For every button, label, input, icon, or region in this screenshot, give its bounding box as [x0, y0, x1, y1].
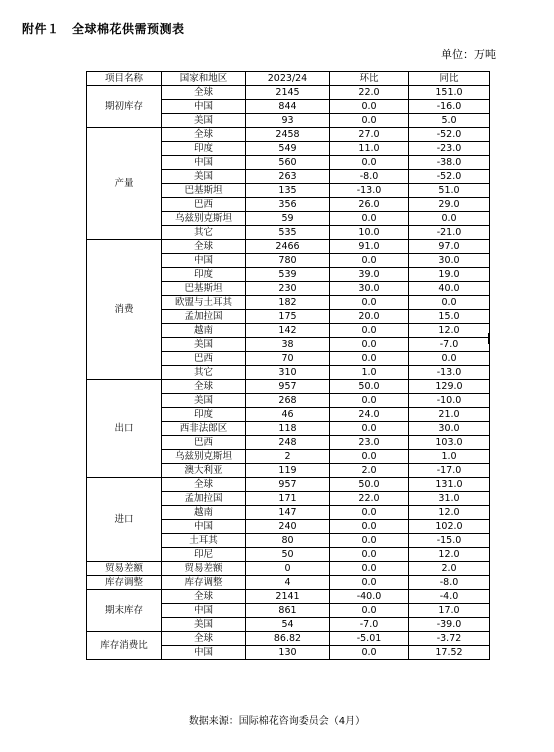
yoy-cell: -10.0 — [409, 394, 490, 408]
value-cell: 560 — [246, 156, 330, 170]
value-cell: 118 — [246, 422, 330, 436]
value-cell: 2466 — [246, 240, 330, 254]
mom-cell: 0.0 — [330, 562, 409, 576]
region-cell: 全球 — [162, 478, 246, 492]
header-region: 国家和地区 — [162, 72, 246, 86]
region-cell: 印尼 — [162, 548, 246, 562]
table-row — [87, 632, 490, 646]
mom-cell: 0.0 — [330, 212, 409, 226]
region-cell: 西非法郎区 — [162, 422, 246, 436]
category-cell: 出口 — [87, 380, 162, 478]
mom-cell: -7.0 — [330, 618, 409, 632]
mom-cell: 1.0 — [330, 366, 409, 380]
region-cell: 库存调整 — [162, 576, 246, 590]
value-cell: 0 — [246, 562, 330, 576]
mom-cell: 20.0 — [330, 310, 409, 324]
region-cell: 中国 — [162, 100, 246, 114]
header-yoy: 同比 — [409, 72, 490, 86]
category-cell: 贸易差额 — [87, 562, 162, 576]
value-cell: 268 — [246, 394, 330, 408]
region-cell: 越南 — [162, 506, 246, 520]
category-cell: 期末库存 — [87, 590, 162, 632]
value-cell: 957 — [246, 478, 330, 492]
yoy-cell: -39.0 — [409, 618, 490, 632]
table-row — [87, 478, 490, 492]
yoy-cell: -7.0 — [409, 338, 490, 352]
table-row — [87, 576, 490, 590]
value-cell: 147 — [246, 506, 330, 520]
yoy-cell: 151.0 — [409, 86, 490, 100]
value-cell: 38 — [246, 338, 330, 352]
table-row — [87, 380, 490, 394]
cotton-supply-demand-table — [86, 71, 490, 660]
mom-cell: 0.0 — [330, 296, 409, 310]
region-cell: 全球 — [162, 380, 246, 394]
yoy-cell: 1.0 — [409, 450, 490, 464]
mom-cell: 26.0 — [330, 198, 409, 212]
yoy-cell: -52.0 — [409, 128, 490, 142]
region-cell: 其它 — [162, 366, 246, 380]
value-cell: 54 — [246, 618, 330, 632]
region-cell: 全球 — [162, 632, 246, 646]
value-cell: 240 — [246, 520, 330, 534]
value-cell: 263 — [246, 170, 330, 184]
region-cell: 巴西 — [162, 198, 246, 212]
region-cell: 越南 — [162, 324, 246, 338]
yoy-cell: 129.0 — [409, 380, 490, 394]
value-cell: 844 — [246, 100, 330, 114]
mom-cell: 0.0 — [330, 394, 409, 408]
table-row — [87, 86, 490, 100]
value-cell: 86.82 — [246, 632, 330, 646]
region-cell: 其它 — [162, 226, 246, 240]
document-title: 附件１ 全球棉花供需预测表 — [22, 22, 185, 36]
table-header-row — [87, 72, 490, 86]
mom-cell: 0.0 — [330, 450, 409, 464]
category-cell: 库存消费比 — [87, 632, 162, 660]
yoy-cell: 97.0 — [409, 240, 490, 254]
yoy-cell: 2.0 — [409, 562, 490, 576]
mom-cell: 22.0 — [330, 492, 409, 506]
value-cell: 80 — [246, 534, 330, 548]
region-cell: 欧盟与土耳其 — [162, 296, 246, 310]
yoy-cell: 12.0 — [409, 324, 490, 338]
value-cell: 2141 — [246, 590, 330, 604]
table-row — [87, 128, 490, 142]
mom-cell: -5.01 — [330, 632, 409, 646]
region-cell: 贸易差额 — [162, 562, 246, 576]
yoy-cell: 29.0 — [409, 198, 490, 212]
yoy-cell: 5.0 — [409, 114, 490, 128]
region-cell: 孟加拉国 — [162, 310, 246, 324]
value-cell: 356 — [246, 198, 330, 212]
mom-cell: 0.0 — [330, 156, 409, 170]
yoy-cell: -8.0 — [409, 576, 490, 590]
region-cell: 美国 — [162, 394, 246, 408]
region-cell: 全球 — [162, 590, 246, 604]
yoy-cell: 0.0 — [409, 296, 490, 310]
category-cell: 库存调整 — [87, 576, 162, 590]
yoy-cell: -52.0 — [409, 170, 490, 184]
region-cell: 澳大利亚 — [162, 464, 246, 478]
region-cell: 乌兹别克斯坦 — [162, 450, 246, 464]
value-cell: 119 — [246, 464, 330, 478]
yoy-cell: 21.0 — [409, 408, 490, 422]
region-cell: 中国 — [162, 156, 246, 170]
yoy-cell: 12.0 — [409, 506, 490, 520]
yoy-cell: 102.0 — [409, 520, 490, 534]
table-row — [87, 590, 490, 604]
value-cell: 549 — [246, 142, 330, 156]
region-cell: 印度 — [162, 408, 246, 422]
yoy-cell: 40.0 — [409, 282, 490, 296]
region-cell: 全球 — [162, 86, 246, 100]
mom-cell: 50.0 — [330, 380, 409, 394]
header-mom: 环比 — [330, 72, 409, 86]
yoy-cell: 0.0 — [409, 352, 490, 366]
yoy-cell: -16.0 — [409, 100, 490, 114]
yoy-cell: -38.0 — [409, 156, 490, 170]
header-item: 项目名称 — [87, 72, 162, 86]
mom-cell: 0.0 — [330, 422, 409, 436]
region-cell: 美国 — [162, 338, 246, 352]
yoy-cell: 17.0 — [409, 604, 490, 618]
mom-cell: -8.0 — [330, 170, 409, 184]
value-cell: 93 — [246, 114, 330, 128]
value-cell: 2 — [246, 450, 330, 464]
region-cell: 巴基斯坦 — [162, 282, 246, 296]
table-row — [87, 240, 490, 254]
value-cell: 171 — [246, 492, 330, 506]
region-cell: 中国 — [162, 646, 246, 660]
value-cell: 2145 — [246, 86, 330, 100]
value-cell: 248 — [246, 436, 330, 450]
category-cell: 进口 — [87, 478, 162, 562]
yoy-cell: -13.0 — [409, 366, 490, 380]
mom-cell: -13.0 — [330, 184, 409, 198]
region-cell: 全球 — [162, 128, 246, 142]
mom-cell: 0.0 — [330, 100, 409, 114]
mom-cell: 30.0 — [330, 282, 409, 296]
value-cell: 539 — [246, 268, 330, 282]
unit-label: 单位：万吨 — [441, 48, 496, 61]
region-cell: 美国 — [162, 618, 246, 632]
mom-cell: 0.0 — [330, 548, 409, 562]
yoy-cell: -23.0 — [409, 142, 490, 156]
value-cell: 175 — [246, 310, 330, 324]
yoy-cell: -4.0 — [409, 590, 490, 604]
mom-cell: 0.0 — [330, 534, 409, 548]
data-source-note: 数据来源：国际棉花咨询委员会（4月） — [188, 716, 366, 727]
table-row — [87, 562, 490, 576]
region-cell: 孟加拉国 — [162, 492, 246, 506]
mom-cell: 50.0 — [330, 478, 409, 492]
mom-cell: 0.0 — [330, 604, 409, 618]
mom-cell: 0.0 — [330, 576, 409, 590]
value-cell: 182 — [246, 296, 330, 310]
value-cell: 310 — [246, 366, 330, 380]
mom-cell: 22.0 — [330, 86, 409, 100]
yoy-cell: 12.0 — [409, 548, 490, 562]
mom-cell: 0.0 — [330, 352, 409, 366]
mom-cell: 91.0 — [330, 240, 409, 254]
header-season: 2023/24 — [246, 72, 330, 86]
yoy-cell: 30.0 — [409, 254, 490, 268]
value-cell: 142 — [246, 324, 330, 338]
region-cell: 中国 — [162, 604, 246, 618]
value-cell: 230 — [246, 282, 330, 296]
region-cell: 中国 — [162, 520, 246, 534]
mom-cell: 10.0 — [330, 226, 409, 240]
yoy-cell: 30.0 — [409, 422, 490, 436]
mom-cell: 0.0 — [330, 114, 409, 128]
mom-cell: 24.0 — [330, 408, 409, 422]
mom-cell: 0.0 — [330, 646, 409, 660]
mom-cell: 0.0 — [330, 520, 409, 534]
region-cell: 全球 — [162, 240, 246, 254]
value-cell: 957 — [246, 380, 330, 394]
yoy-cell: 19.0 — [409, 268, 490, 282]
yoy-cell: 15.0 — [409, 310, 490, 324]
mom-cell: 11.0 — [330, 142, 409, 156]
region-cell: 美国 — [162, 114, 246, 128]
value-cell: 2458 — [246, 128, 330, 142]
yoy-cell: 17.52 — [409, 646, 490, 660]
table-body — [87, 86, 490, 660]
value-cell: 46 — [246, 408, 330, 422]
category-cell: 消费 — [87, 240, 162, 380]
mom-cell: 27.0 — [330, 128, 409, 142]
region-cell: 印度 — [162, 268, 246, 282]
mom-cell: 0.0 — [330, 254, 409, 268]
region-cell: 印度 — [162, 142, 246, 156]
region-cell: 巴西 — [162, 436, 246, 450]
mom-cell: 0.0 — [330, 324, 409, 338]
region-cell: 乌兹别克斯坦 — [162, 212, 246, 226]
value-cell: 861 — [246, 604, 330, 618]
yoy-cell: 0.0 — [409, 212, 490, 226]
value-cell: 50 — [246, 548, 330, 562]
mom-cell: 39.0 — [330, 268, 409, 282]
yoy-cell: 31.0 — [409, 492, 490, 506]
yoy-cell: -21.0 — [409, 226, 490, 240]
mom-cell: 0.0 — [330, 506, 409, 520]
yoy-cell: -15.0 — [409, 534, 490, 548]
region-cell: 土耳其 — [162, 534, 246, 548]
category-cell: 期初库存 — [87, 86, 162, 128]
region-cell: 美国 — [162, 170, 246, 184]
value-cell: 780 — [246, 254, 330, 268]
mom-cell: 23.0 — [330, 436, 409, 450]
mom-cell: -40.0 — [330, 590, 409, 604]
yoy-cell: -17.0 — [409, 464, 490, 478]
region-cell: 巴西 — [162, 352, 246, 366]
yoy-cell: -3.72 — [409, 632, 490, 646]
value-cell: 4 — [246, 576, 330, 590]
mom-cell: 2.0 — [330, 464, 409, 478]
value-cell: 535 — [246, 226, 330, 240]
yoy-cell: 131.0 — [409, 478, 490, 492]
region-cell: 中国 — [162, 254, 246, 268]
category-cell: 产量 — [87, 128, 162, 240]
mom-cell: 0.0 — [330, 338, 409, 352]
text-cursor — [488, 333, 489, 344]
value-cell: 70 — [246, 352, 330, 366]
yoy-cell: 51.0 — [409, 184, 490, 198]
value-cell: 135 — [246, 184, 330, 198]
region-cell: 巴基斯坦 — [162, 184, 246, 198]
value-cell: 59 — [246, 212, 330, 226]
value-cell: 130 — [246, 646, 330, 660]
yoy-cell: 103.0 — [409, 436, 490, 450]
